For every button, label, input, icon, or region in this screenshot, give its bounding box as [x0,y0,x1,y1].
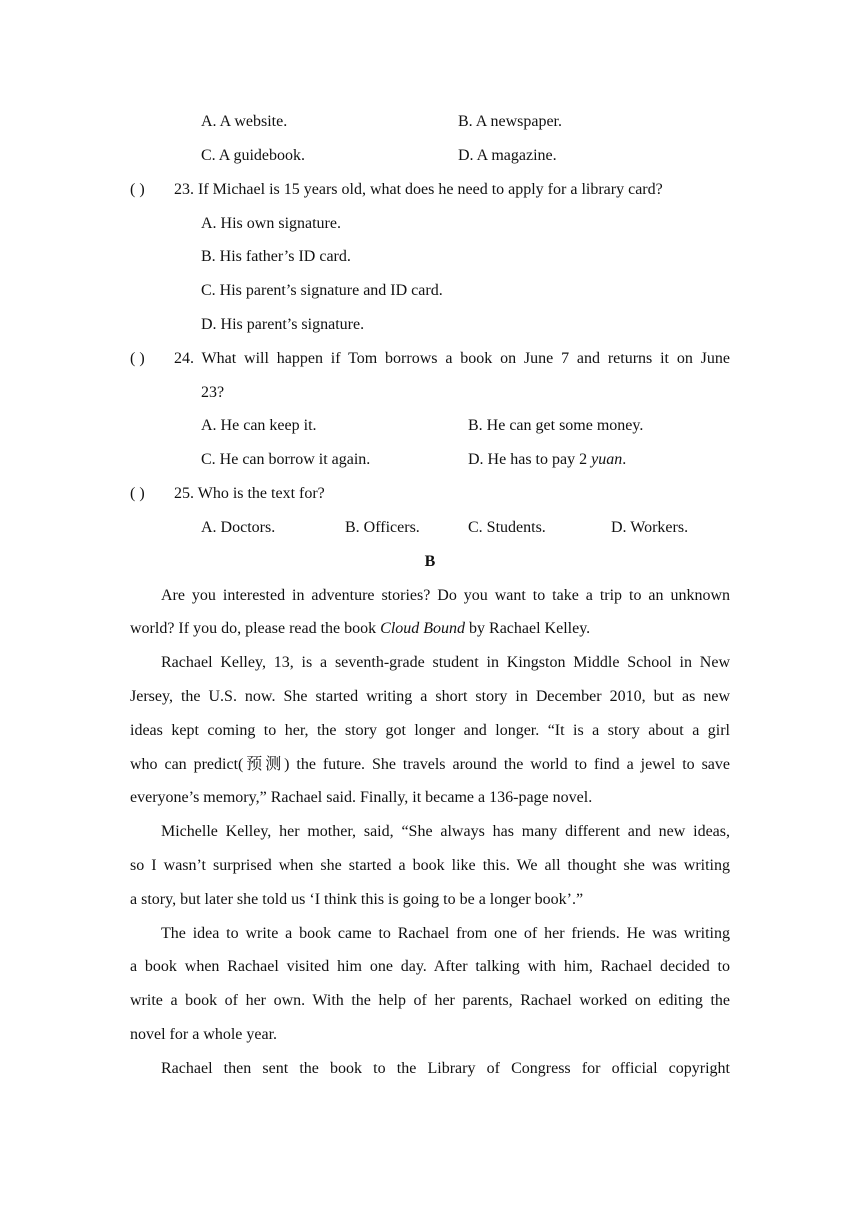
q24-option-a: A. He can keep it. [201,417,317,434]
passage-p1-line2: world? If you do, please read the book Cloud Bound by Rachael Kelley. [130,620,591,637]
passage-p4-line3: write a book of her own. With the help of her parents, Rachael worked on editing the [130,992,730,1009]
q24-option-d: D. He has to pay 2 yuan. [468,451,627,468]
passage-p2-line4: who can predict(预测) the future. She travels around the world to find a jewel to save [130,756,730,773]
q24-question-line2: 23? [201,384,225,401]
book-title: Cloud Bound [380,620,466,637]
q25-option-a: A. Doctors. [201,519,276,536]
q25-option-b: B. Officers. [345,519,420,536]
passage-p2-line2: Jersey, the U.S. now. She started writing a short story in December 2010, but as new [130,688,730,705]
section-heading: B [424,553,436,570]
q22-option-a: A. A website. [201,113,288,130]
q24-option-c: C. He can borrow it again. [201,451,371,468]
passage-p5-line1: Rachael then sent the book to the Library of Congress for official copyright [161,1060,730,1077]
q22-option-b: B. A newspaper. [458,113,562,130]
q23-option-c: C. His parent’s signature and ID card. [201,282,443,299]
q25-option-d: D. Workers. [611,519,689,536]
q25-answer-bracket: ( ) [130,485,145,502]
passage-p3-line1: Michelle Kelley, her mother, said, “She always has many different and new ideas, [161,823,730,840]
passage-p2-line3: ideas kept coming to her, the story got longer and longer. “It is a story about a girl [130,722,730,739]
q24-answer-bracket: ( ) [130,350,145,367]
q25-question: 25. Who is the text for? [174,485,325,502]
q24-option-b: B. He can get some money. [468,417,644,434]
q25-option-c: C. Students. [468,519,546,536]
q23-option-d: D. His parent’s signature. [201,316,365,333]
passage-p4-line2: a book when Rachael visited him one day. After talking with him, Rachael decided to [130,958,730,975]
passage-p2-line1: Rachael Kelley, 13, is a seventh-grade student in Kingston Middle School in New [161,654,730,671]
passage-p4-line4: novel for a whole year. [130,1026,278,1043]
passage-p2-line5: everyone’s memory,” Rachael said. Finally, it became a 136-page novel. [130,789,593,806]
q23-option-a: A. His own signature. [201,215,341,232]
q23-answer-bracket: ( ) [130,181,145,198]
q22-option-d: D. A magazine. [458,147,557,164]
passage-p3-line2: so I wasn’t surprised when she started a book like this. We all thought she was writing [130,857,730,874]
q23-option-b: B. His father’s ID card. [201,248,351,265]
q22-option-c: C. A guidebook. [201,147,306,164]
passage-p3-line3: a story, but later she told us ‘I think this is going to be a longer book’.” [130,891,584,908]
q23-question: 23. If Michael is 15 years old, what does he need to apply for a library card? [174,181,663,198]
passage-p1-line1: Are you interested in adventure stories? Do you want to take a trip to an unknown [161,587,730,604]
passage-p4-line1: The idea to write a book came to Rachael from one of her friends. He was writing [161,925,730,942]
q24-question-line1: 24. What will happen if Tom borrows a book on June 7 and returns it on June [174,350,730,367]
